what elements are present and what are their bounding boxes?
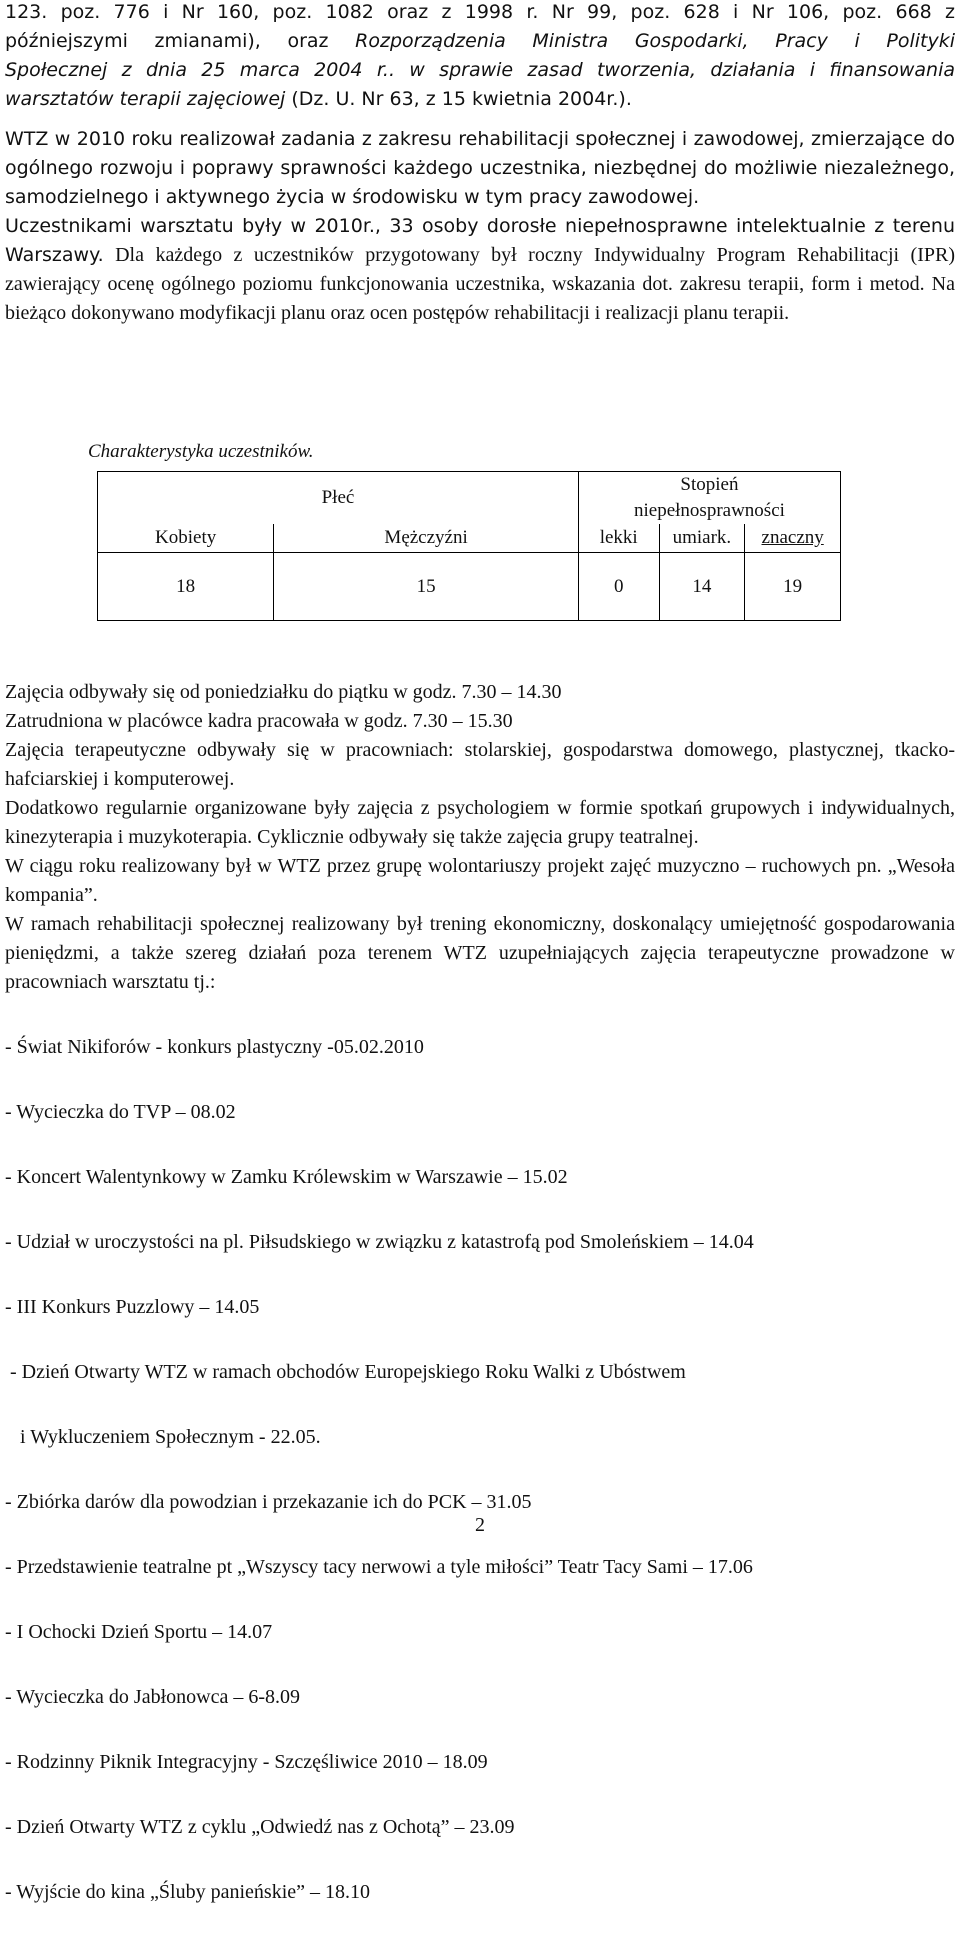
- list-item: - Zbiórka darów dla powodzian i przekazanie ich do PCK – 31.05: [5, 1491, 532, 1513]
- value-men: 15: [274, 553, 579, 621]
- value-mild: 0: [578, 553, 659, 621]
- list-item: - I Ochocki Dzień Sportu – 14.07: [5, 1621, 273, 1643]
- list-item: - Świat Nikiforów - konkurs plastyczny -05.02.2010: [5, 1036, 424, 1058]
- staff-hours-line: Zatrudniona w placówce kadra pracowała w godz. 7.30 – 15.30: [5, 710, 513, 732]
- list-item: - III Konkurs Puzzlowy – 14.05: [5, 1296, 260, 1318]
- list-item: - Wycieczka do Jabłonowca – 6-8.09: [5, 1686, 300, 1708]
- participants-paragraph: [5, 212, 955, 328]
- participants-text: Uczestnikami warsztatu były w 2010r., 33 osoby dorosłe niepełnosprawne intelektualnie z terenu Warszawy.: [5, 215, 955, 266]
- header-moderate: umiark.: [659, 524, 745, 553]
- intro-text-3: Społecznej z dnia 25 marca 2004 r.. w sprawie zasad tworzenia, działania i finansowania: [5, 59, 955, 81]
- value-moderate: 14: [659, 553, 745, 621]
- header-disability-degree: [578, 472, 840, 525]
- intro-text-2a: późniejszymi zmianami), oraz: [5, 30, 356, 52]
- value-significant: 19: [745, 553, 841, 621]
- intro-line-3: [5, 56, 955, 85]
- economic-training-paragraph: W ramach rehabilitacji społecznej realizowany był trening ekonomiczny, doskonalący umiejętność gospodarowania pieniędzmi, a także szereg działań poza terenem WTZ uzupełniających zajęcia terapeutyczne prowadzone w pracowniach warsztatu tj.:: [5, 913, 955, 993]
- intro-line-4: [5, 85, 955, 114]
- activities-section: [5, 678, 955, 1943]
- list-item: - Wyjście do kina „Śluby panieńskie” – 18.10: [5, 1881, 371, 1903]
- intro-line-1: [5, 0, 955, 27]
- intro-text-2b: Rozporządzenia Ministra Gospodarki, Pracy i Polityki: [355, 30, 956, 52]
- wtz-paragraph: WTZ w 2010 roku realizował zadania z zakresu rehabilitacji społecznej i zawodowej, zmierzające do ogólnego rozwoju i poprawy sprawności każdego uczestnika, niezbędnej do możliwie niezależnego, samodzielnego i aktywnego życia w środowisku w tym pracy zawodowej.: [5, 128, 955, 208]
- list-item: i Wykluczeniem Społecznym - 22.05.: [5, 1426, 321, 1448]
- value-women: 18: [98, 553, 274, 621]
- header-men: Mężczyźni: [274, 524, 579, 553]
- header-mild: lekki: [578, 524, 659, 553]
- header-women: Kobiety: [98, 524, 274, 553]
- list-item: - Przedstawienie teatralne pt „Wszyscy tacy nerwowi a tyle miłości” Teatr Tacy Sami – 17.06: [5, 1556, 753, 1578]
- list-item: - Dzień Otwarty WTZ z cyklu „Odwiedź nas z Ochotą” – 23.09: [5, 1816, 515, 1838]
- header-sex: Płeć: [98, 472, 579, 525]
- intro-text-4a: warsztatów terapii zajęciowej: [5, 88, 286, 110]
- table-caption: Charakterystyka uczestników.: [88, 441, 314, 462]
- volunteer-project-paragraph: W ciągu roku realizowany był w WTZ przez grupę wolontariuszy projekt zajęć muzyczno – ruchowych pn. „Wesoła kompania”.: [5, 855, 955, 906]
- additional-activities-paragraph: Dodatkowo regularnie organizowane były zajęcia z psychologiem w formie spotkań grupowych i indywidualnych, kinezyterapia i muzykoterapia. Cyklicznie odbywały się także zajęcia grupy teatralnej.: [5, 797, 955, 848]
- list-item: - Dzień Otwarty WTZ w ramach obchodów Europejskiego Roku Walki z Ubóstwem: [5, 1361, 686, 1383]
- events-list: [5, 997, 955, 1943]
- intro-line-2: [5, 27, 955, 56]
- legal-reference: [5, 0, 955, 114]
- participants-table: [97, 471, 841, 621]
- list-item: - Udział w uroczystości na pl. Piłsudskiego w związku z katastrofą pod Smoleńskiem – 14.04: [5, 1231, 754, 1253]
- schedule-line: Zajęcia odbywały się od poniedziałku do piątku w godz. 7.30 – 14.30: [5, 681, 562, 703]
- wtz-section: [5, 125, 955, 328]
- header-significant: znaczny: [745, 524, 841, 553]
- header-disability-text: Stopień niepełnosprawności: [634, 474, 785, 521]
- list-item: - Koncert Walentynkowy w Zamku Królewskim w Warszawie – 15.02: [5, 1166, 568, 1188]
- ipr-text: Dla każdego z uczestników przygotowany był roczny Indywidualny Program Rehabilitacji (IPR) zawierający ocenę ogólnego poziomu funkcjonowania uczestnika, wskazania dot. zakresu terapii, form i metod. Na bieżąco dokonywano modyfikacji planu oraz ocen postępów rehabilitacji i realizacji planu terapii.: [5, 244, 955, 324]
- list-item: - Wycieczka do TVP – 08.02: [5, 1101, 236, 1123]
- workshops-paragraph: Zajęcia terapeutyczne odbywały się w pracowniach: stolarskiej, gospodarstwa domowego, plastycznej, tkacko-hafciarskiej i komputerowej.: [5, 739, 955, 790]
- page-number: 2: [475, 1514, 485, 1536]
- intro-text-1: 123. poz. 776 i Nr 160, poz. 1082 oraz z 1998 r. Nr 99, poz. 628 i Nr 106, poz. 668 z: [5, 1, 955, 23]
- intro-text-4b: (Dz. U. Nr 63, z 15 kwietnia 2004r.).: [285, 88, 632, 110]
- list-item: - Rodzinny Piknik Integracyjny - Szczęśliwice 2010 – 18.09: [5, 1751, 488, 1773]
